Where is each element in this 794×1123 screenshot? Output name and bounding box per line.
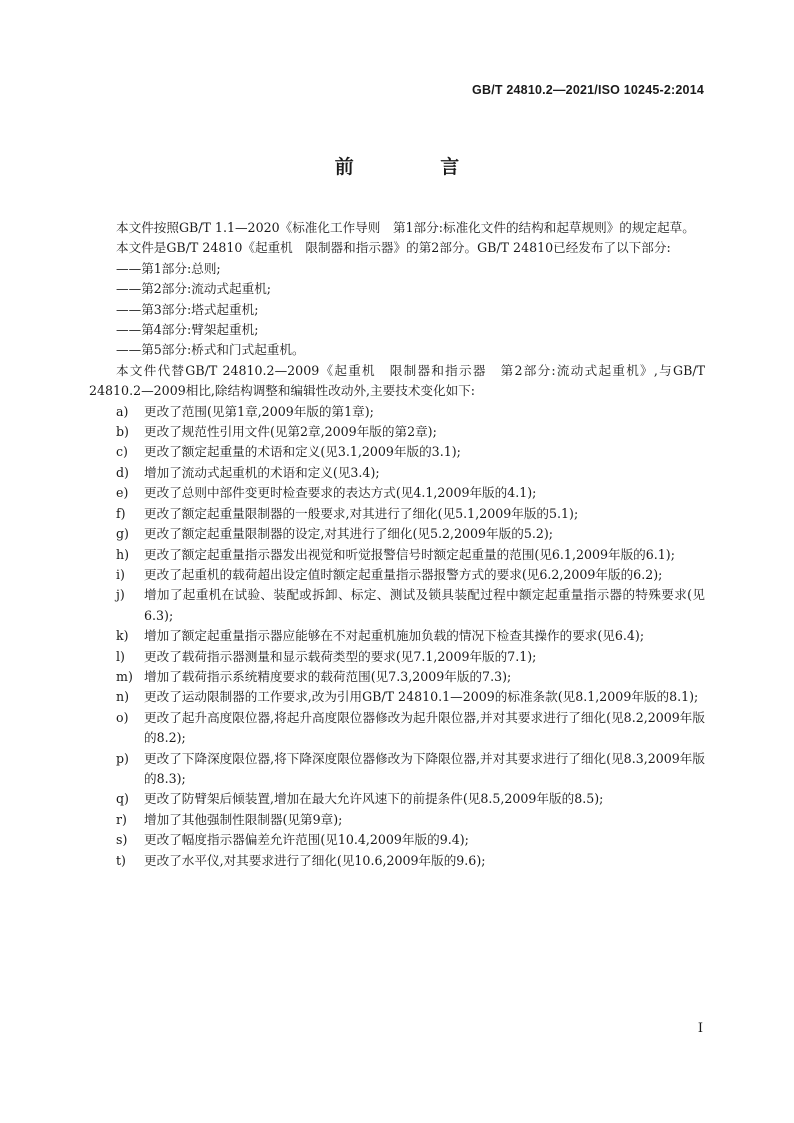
list-item-text: 更改了范围(见第1章,2009年版的第1章); bbox=[144, 403, 374, 419]
list-marker: k) bbox=[116, 628, 129, 644]
list-marker: n) bbox=[116, 689, 130, 705]
list-item bbox=[89, 687, 705, 707]
list-item bbox=[89, 830, 705, 850]
list-item bbox=[89, 789, 705, 809]
list-marker: f) bbox=[116, 505, 126, 521]
paragraph-drafting-rules: 本文件按照GB/T 1.1—2020《标准化工作导则 第1部分:标准化文件的结构和起草规则》的规定起草。 bbox=[116, 220, 695, 235]
list-item-text: 更改了运动限制器的工作要求,改为引用GB/T 24810.1—2009的标准条款(见8.1,2009年版的8.1); bbox=[144, 689, 699, 705]
list-item bbox=[89, 463, 705, 483]
list-item bbox=[89, 565, 705, 585]
list-item-text: 增加了起重机在试验、装配或拆卸、标定、测试及锁具装配过程中额定起重量指示器的特殊要求(见6.3); bbox=[144, 587, 705, 623]
list-item: ——第3部分:塔式起重机; bbox=[116, 301, 259, 317]
list-item-text: 更改了规范性引用文件(见第2章,2009年版的第2章); bbox=[144, 424, 437, 440]
list-marker: j) bbox=[116, 587, 125, 603]
list-item bbox=[89, 708, 705, 749]
list-marker: a) bbox=[116, 403, 129, 419]
list-item bbox=[89, 626, 705, 646]
list-item-text: 增加了其他强制性限制器(见第9章); bbox=[144, 811, 343, 827]
list-item-text: 更改了额定起重量限制器的设定,对其进行了细化(见5.2,2009年版的5.2); bbox=[144, 526, 554, 542]
list-item bbox=[89, 442, 705, 462]
list-item-text: 增加了载荷指示系统精度要求的载荷范围(见7.3,2009年版的7.3); bbox=[144, 668, 512, 684]
list-item-text: 增加了流动式起重机的术语和定义(见3.4); bbox=[144, 464, 380, 480]
list-item bbox=[89, 667, 705, 687]
list-item: ——第5部分:桥式和门式起重机。 bbox=[116, 342, 305, 358]
list-item-text: 更改了防臂架后倾装置,增加在最大允许风速下的前提条件(见8.5,2009年版的8.5); bbox=[144, 791, 604, 807]
list-item: ——第2部分:流动式起重机; bbox=[116, 281, 272, 297]
paragraph-series-parts: 本文件是GB/T 24810《起重机 限制器和指示器》的第2部分。GB/T 24810已经发布了以下部分: bbox=[116, 240, 671, 256]
parts-list bbox=[89, 259, 705, 361]
list-item-text: 更改了载荷指示器测量和显示载荷类型的要求(见7.1,2009年版的7.1); bbox=[144, 648, 537, 664]
list-item: ——第1部分:总则; bbox=[116, 260, 221, 276]
list-item-text: 更改了幅度指示器偏差允许范围(见10.4,2009年版的9.4); bbox=[144, 832, 469, 848]
list-marker: i) bbox=[116, 566, 125, 582]
list-item-text: 更改了总则中部件变更时检查要求的表达方式(见4.1,2009年版的4.1); bbox=[144, 485, 537, 501]
list-marker: r) bbox=[116, 811, 127, 827]
list-marker: h) bbox=[116, 546, 130, 562]
list-marker: e) bbox=[116, 485, 129, 501]
list-marker: b) bbox=[116, 424, 129, 440]
list-item bbox=[89, 545, 705, 565]
list-item-text: 更改了额定起重量指示器发出视觉和听觉报警信号时额定起重量的范围(见6.1,2009年版的6.1); bbox=[144, 546, 675, 562]
standard-number: GB/T 24810.2—2021/ISO 10245-2:2014 bbox=[472, 83, 704, 97]
list-item bbox=[89, 851, 705, 871]
list-item bbox=[89, 483, 705, 503]
foreword-body bbox=[89, 218, 705, 871]
list-item bbox=[89, 504, 705, 524]
list-item bbox=[89, 585, 705, 626]
list-item bbox=[89, 810, 705, 830]
list-item bbox=[89, 422, 705, 442]
changes-list bbox=[89, 402, 705, 871]
list-marker: c) bbox=[116, 444, 128, 460]
list-marker: l) bbox=[116, 648, 125, 664]
list-item-text: 更改了起重机的载荷超出设定值时额定起重量指示器报警方式的要求(见6.2,2009年版的6.2); bbox=[144, 566, 663, 582]
list-item-text: 更改了起升高度限位器,将起升高度限位器修改为起升限位器,并对其要求进行了细化(见8.2,2009年版的8.2); bbox=[144, 709, 705, 746]
list-item-text: 更改了额定起重量限制器的一般要求,对其进行了细化(见5.1,2009年版的5.1); bbox=[144, 505, 579, 521]
list-item bbox=[89, 749, 705, 790]
list-item-text: 增加了额定起重量指示器应能够在不对起重机施加负载的情况下检查其操作的要求(见6.4); bbox=[144, 628, 645, 644]
list-marker: s) bbox=[116, 832, 128, 848]
list-item bbox=[89, 524, 705, 544]
list-item bbox=[89, 647, 705, 667]
list-marker: q) bbox=[116, 791, 129, 807]
list-item bbox=[89, 402, 705, 422]
list-marker: p) bbox=[116, 750, 129, 766]
list-marker: m) bbox=[116, 668, 133, 684]
list-item: ——第4部分:臂架起重机; bbox=[116, 322, 259, 338]
list-item-text: 更改了下降深度限位器,将下降深度限位器修改为下降限位器,并对其要求进行了细化(见8.3,2009年版的8.3); bbox=[144, 750, 705, 786]
list-marker: g) bbox=[116, 526, 129, 542]
page-title: 前 言 bbox=[334, 156, 500, 178]
list-item-text: 更改了水平仪,对其要求进行了细化(见10.6,2009年版的9.6); bbox=[144, 852, 486, 868]
paragraph-replacement: 本文件代替GB/T 24810.2—2009《起重机 限制器和指示器 第2部分:流动式起重机》,与GB/T 24810.2—2009相比,除结构调整和编辑性改动外,主要技术变化如下: bbox=[89, 362, 705, 399]
list-marker: t) bbox=[116, 852, 126, 868]
list-marker: o) bbox=[116, 709, 129, 725]
page-number: I bbox=[697, 1021, 703, 1036]
list-item-text: 更改了额定起重量的术语和定义(见3.1,2009年版的3.1); bbox=[144, 444, 461, 460]
list-marker: d) bbox=[116, 464, 129, 480]
